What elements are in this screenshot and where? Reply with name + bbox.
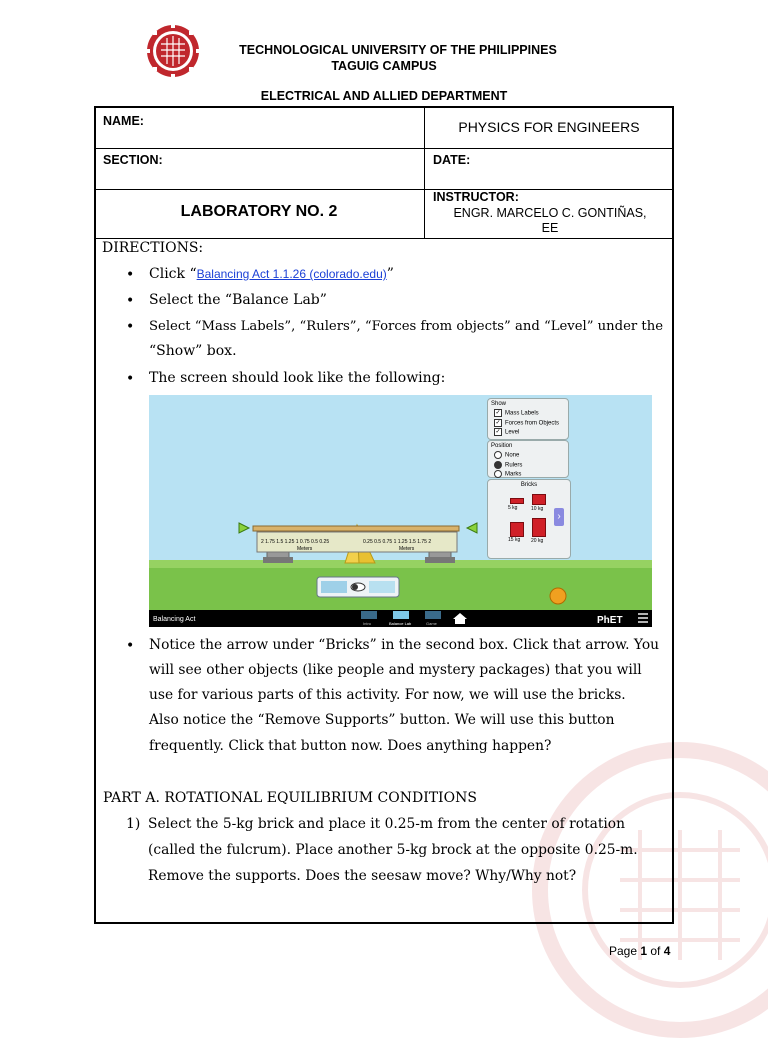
notice-line: use for various parts of this activity. For now, we will use the bricks. bbox=[149, 687, 626, 703]
item-number: 1) bbox=[126, 816, 141, 832]
instructor-label: INSTRUCTOR: bbox=[433, 190, 519, 204]
tab-game[interactable]: Game bbox=[426, 621, 437, 626]
position-option-selected[interactable]: Rulers bbox=[488, 461, 568, 471]
brick-5kg[interactable] bbox=[510, 498, 524, 504]
ruler-unit-left: Meters bbox=[297, 546, 313, 552]
bullet-icon: • bbox=[126, 638, 135, 654]
position-option[interactable]: Marks bbox=[488, 470, 568, 480]
part-a-heading: PART A. ROTATIONAL EQUILIBRIUM CONDITIONS bbox=[103, 790, 477, 806]
tab-balance-lab[interactable]: Balance Lab bbox=[389, 621, 412, 626]
lab-title: LABORATORY NO. 2 bbox=[180, 203, 338, 220]
bullet-icon: • bbox=[126, 319, 135, 335]
click-instruction bbox=[149, 262, 394, 287]
tab-intro[interactable]: Intro bbox=[363, 621, 372, 626]
step-screen-look: The screen should look like the following: bbox=[149, 370, 446, 386]
ruler-unit-right: Meters bbox=[399, 546, 415, 552]
simulation-screenshot bbox=[149, 395, 652, 627]
part-a-item-line: Select the 5-kg brick and place it 0.25-m from the center of rotation bbox=[148, 816, 625, 832]
instructor-name: ENGR. MARCELO C. GONTIÑAS, bbox=[453, 206, 647, 220]
bullet-icon: • bbox=[126, 267, 135, 283]
brick-label: 15 kg bbox=[508, 537, 521, 543]
row-divider bbox=[94, 189, 674, 190]
app-name: Balancing Act bbox=[153, 616, 196, 623]
step-balance-lab: Select the “Balance Lab” bbox=[149, 292, 327, 308]
next-arrow-icon[interactable]: › bbox=[554, 508, 564, 526]
position-title: Position bbox=[491, 443, 513, 449]
bullet-icon: • bbox=[126, 293, 135, 309]
brick-label: 10 kg bbox=[531, 506, 544, 512]
show-option[interactable]: ✓ Level bbox=[495, 429, 520, 436]
department-name: ELECTRICAL AND ALLIED DEPARTMENT bbox=[260, 89, 508, 103]
directions-heading: DIRECTIONS: bbox=[102, 240, 204, 256]
bullet-icon: • bbox=[126, 371, 135, 387]
ruler-right-ticks: 0.25 0.5 0.75 1 1.25 1.5 1.75 2 bbox=[363, 539, 432, 545]
balancing-act-link[interactable]: Balancing Act 1.1.26 (colorado.edu) bbox=[196, 267, 387, 281]
part-a-item-line-last: Remove the supports. Does the seesaw move? Why/Why not? bbox=[148, 868, 577, 884]
name-label: NAME: bbox=[103, 114, 144, 128]
notice-line: Notice the arrow under “Bricks” in the second box. Click that arrow. You bbox=[149, 637, 660, 653]
part-a-item-line: (called the fulcrum). Place another 5-kg brock at the opposite 0.25-m. bbox=[148, 842, 638, 858]
show-option[interactable]: ✓ Mass Labels bbox=[495, 410, 539, 417]
step-show-options: Select “Mass Labels”, “Rulers”, “Forces from objects” and “Level” under the bbox=[149, 319, 664, 334]
section-label: SECTION: bbox=[103, 153, 163, 167]
date-label: DATE: bbox=[433, 153, 471, 167]
bricks-panel bbox=[487, 479, 571, 559]
step-show-options-cont: “Show” box. bbox=[149, 343, 237, 359]
brick-10kg[interactable] bbox=[532, 494, 546, 505]
phet-logo: PhET bbox=[597, 615, 623, 626]
ruler-left-ticks: 2 1.75 1.5 1.25 1 0.75 0.5 0.25 bbox=[261, 539, 330, 545]
course-title: PHYSICS FOR ENGINEERS bbox=[458, 119, 640, 135]
page-number: Page 1 of 4 bbox=[609, 944, 671, 958]
bricks-title: Bricks bbox=[520, 482, 538, 488]
click-suffix: ” bbox=[386, 266, 394, 282]
campus-name: TAGUIG CAMPUS bbox=[331, 59, 437, 73]
simulation-scene bbox=[149, 395, 652, 627]
brick-label: 5 kg bbox=[508, 505, 518, 511]
notice-line-last: frequently. Click that button now. Does anything happen? bbox=[149, 738, 552, 754]
show-panel bbox=[487, 398, 569, 440]
brick-20kg[interactable] bbox=[532, 518, 546, 537]
click-prefix: Click “ bbox=[149, 266, 197, 282]
instructor-suffix: EE bbox=[541, 221, 559, 235]
brick-15kg[interactable] bbox=[510, 522, 524, 537]
position-option[interactable]: None bbox=[488, 451, 568, 461]
university-name: TECHNOLOGICAL UNIVERSITY OF THE PHILIPPINES bbox=[239, 43, 557, 57]
position-panel bbox=[487, 440, 569, 478]
notice-line: Also notice the “Remove Supports” button. We will use this button bbox=[149, 712, 615, 728]
row-divider bbox=[94, 148, 674, 149]
notice-line: will see other objects (like people and mystery packages) that you will bbox=[149, 662, 642, 678]
show-title: Show bbox=[491, 401, 507, 407]
show-option[interactable]: ✓ Forces from Objects bbox=[495, 419, 560, 427]
brick-label: 20 kg bbox=[531, 538, 544, 544]
